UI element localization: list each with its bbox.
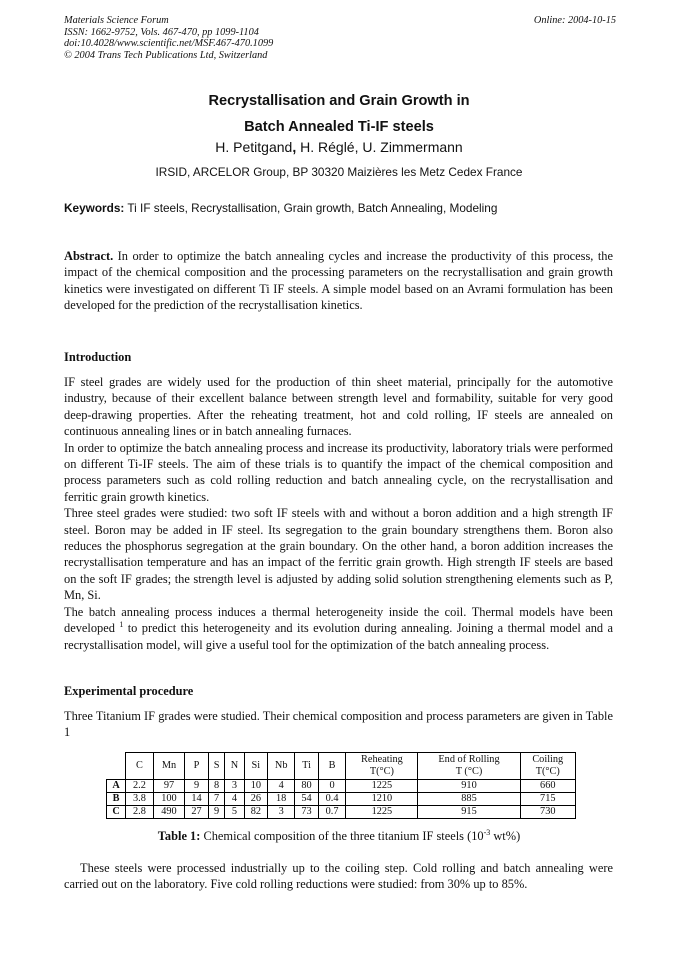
experimental-body <box>64 708 613 741</box>
table-row <box>107 806 576 819</box>
caption-text: Chemical composition of the three titanium IF steels (10 <box>200 829 484 843</box>
row-label: B <box>107 793 126 806</box>
row-label: A <box>107 780 126 793</box>
author-1: H. Petitgand <box>215 139 293 155</box>
title-line-1: Recrystallisation and Grain Growth in <box>208 93 470 109</box>
table-cell: 915 <box>418 806 520 819</box>
col-header: S <box>208 753 225 780</box>
table-cell: 1210 <box>346 793 418 806</box>
col-header: Si <box>244 753 268 780</box>
table-cell: 80 <box>295 780 319 793</box>
table-cell: 0.4 <box>318 793 346 806</box>
table-cell: 2.8 <box>126 806 154 819</box>
page-header <box>64 15 616 61</box>
table-cell: 0 <box>318 780 346 793</box>
table-cell: 660 <box>520 780 575 793</box>
experimental-paragraph: Three Titanium IF grades were studied. Their chemical composition and process parameters are given in Table 1 <box>64 709 613 740</box>
authors <box>0 139 678 155</box>
closing-paragraph: These steels were processed industrially up to the coiling step. Cold rolling and batch annealing were carried out on the laboratory. Five cold rolling reductions were studied: from 30% up to 85%. <box>64 861 613 892</box>
table-cell: 2.2 <box>126 780 154 793</box>
table-cell: 54 <box>295 793 319 806</box>
table-cell: 3 <box>225 780 244 793</box>
keywords <box>64 201 624 215</box>
reheating-label: Reheating <box>361 754 403 765</box>
col-header: N <box>225 753 244 780</box>
table-cell: 73 <box>295 806 319 819</box>
keywords-text: Ti IF steels, Recrystallisation, Grain growth, Batch Annealing, Modeling <box>124 201 498 215</box>
introduction-heading: Introduction <box>64 350 132 364</box>
col-header: P <box>185 753 209 780</box>
col-header: B <box>318 753 346 780</box>
table-cell: 97 <box>153 780 185 793</box>
table-cell: 14 <box>185 793 209 806</box>
paper-title <box>0 88 678 140</box>
intro-paragraph-1: IF steel grades are widely used for the production of thin sheet material, principally for the automotive industry, because of their excellent balance between strength level and formability, suitable for very good deep-drawing properties. After the reheating treatment, hot and cold rolling, IF steels are annealed on continuous annealing lines or in batch annealing furnaces. <box>64 375 613 439</box>
col-header-reheating <box>346 753 418 780</box>
col-header: C <box>126 753 154 780</box>
table-cell: 5 <box>225 806 244 819</box>
col-header: Nb <box>268 753 295 780</box>
table-cell: 1225 <box>346 780 418 793</box>
table-caption <box>0 829 678 844</box>
table-cell: 7 <box>208 793 225 806</box>
journal-name: Materials Science Forum <box>64 15 169 26</box>
row-label: C <box>107 806 126 819</box>
other-authors: H. Réglé, U. Zimmermann <box>300 139 463 155</box>
keywords-label: Keywords: <box>64 201 125 215</box>
abstract <box>64 248 613 314</box>
table-cell: 26 <box>244 793 268 806</box>
caption-unit: wt%) <box>490 829 521 843</box>
table-cell: 3.8 <box>126 793 154 806</box>
copyright: © 2004 Trans Tech Publications Ltd, Switzerland <box>64 49 268 61</box>
reference-1: 1 <box>119 619 124 629</box>
affiliation: IRSID, ARCELOR Group, BP 30320 Maizières les Metz Cedex France <box>155 165 523 179</box>
title-line-2: Batch Annealed Ti-IF steels <box>244 119 434 135</box>
reheating-unit: T(°C) <box>369 766 394 777</box>
table-cell: 82 <box>244 806 268 819</box>
table-cell: 885 <box>418 793 520 806</box>
experimental-heading: Experimental procedure <box>64 684 194 698</box>
table-cell: 27 <box>185 806 209 819</box>
coiling-unit: T(°C) <box>535 766 560 777</box>
table-cell: 4 <box>268 780 295 793</box>
abstract-label: Abstract. <box>64 249 114 263</box>
table-cell: 8 <box>208 780 225 793</box>
table-cell: 730 <box>520 806 575 819</box>
table-cell: 1225 <box>346 806 418 819</box>
intro-paragraph-2: In order to optimize the batch annealing process and increase its productivity, laboratory trials were performed on different Ti-IF steels. The aim of these trials is to quantify the impact of the chemical composition and process parameters such as cold rolling reduction and batch annealing cycle, on the recrystallisation and ferritic grain growth kinetics. <box>64 440 613 504</box>
table-row <box>107 793 576 806</box>
intro-paragraph-3: Three steel grades were studied: two soft IF steels with and without a boron addition and a high strength IF steel. Boron may be added in IF steel. Its segregation to the grain boundary strengthens them. Boron also reduces the phosphorus segregation at the grain boundary. On the other hand, a boron addition increases the recrystallisation temperature and has an impact of the ferritic grain growth. High strength IF steels are based on the soft IF grades; the strength level is adjusted by adding solid solution strengthening elements such as P, Mn, Si. <box>64 506 613 603</box>
online-date: Online: 2004-10-15 <box>533 15 616 26</box>
issn: ISSN: 1662-9752, Vols. 467-470, pp 1099-1104 <box>64 26 259 38</box>
table-cell: 18 <box>268 793 295 806</box>
col-header-coiling <box>520 753 575 780</box>
doi: doi:10.4028/www.scientific.net/MSF.467-470.1099 <box>64 38 274 50</box>
col-header: Ti <box>295 753 319 780</box>
author-separator: , <box>292 139 301 155</box>
table-cell: 100 <box>153 793 185 806</box>
table-cell: 715 <box>520 793 575 806</box>
abstract-text: In order to optimize the batch annealing cycles and increase the productivity of this process, the impact of the chemical composition and the processing parameters on the recrystallisation and grain growth kinetics were investigated on different Ti IF steels. A simple model based on an Avrami formulation has been developed for the prediction of the recrystallisation kinetics. <box>64 249 613 313</box>
col-header: Mn <box>153 753 185 780</box>
caption-exponent: -3 <box>483 827 491 837</box>
table-cell: 10 <box>244 780 268 793</box>
table-cell: 0.7 <box>318 806 346 819</box>
table-cell: 490 <box>153 806 185 819</box>
table-cell: 910 <box>418 780 520 793</box>
intro-p4-end: to predict this heterogeneity and its evolution during annealing. Joining a thermal model and a recrystallisation model, will give a useful tool for the optimization of the batch annealing process. <box>64 621 613 652</box>
table-cell: 9 <box>185 780 209 793</box>
introduction-body <box>64 374 613 653</box>
intro-paragraph-4 <box>64 604 613 653</box>
table-cell: 9 <box>208 806 225 819</box>
composition-table <box>106 752 576 819</box>
coiling-label: Coiling <box>532 754 564 765</box>
end-rolling-label: End of Rolling <box>438 754 500 765</box>
intro-p4-start: The batch annealing process induces a thermal heterogeneity inside the coil. Thermal models have been developed <box>64 604 613 636</box>
end-rolling-unit: T (°C) <box>455 766 483 777</box>
caption-label: Table 1: <box>157 829 201 843</box>
table-corner <box>107 753 126 780</box>
table-cell: 4 <box>225 793 244 806</box>
table-row <box>107 780 576 793</box>
col-header-end-rolling <box>418 753 520 780</box>
table-header-row <box>107 753 576 780</box>
table-cell: 3 <box>268 806 295 819</box>
